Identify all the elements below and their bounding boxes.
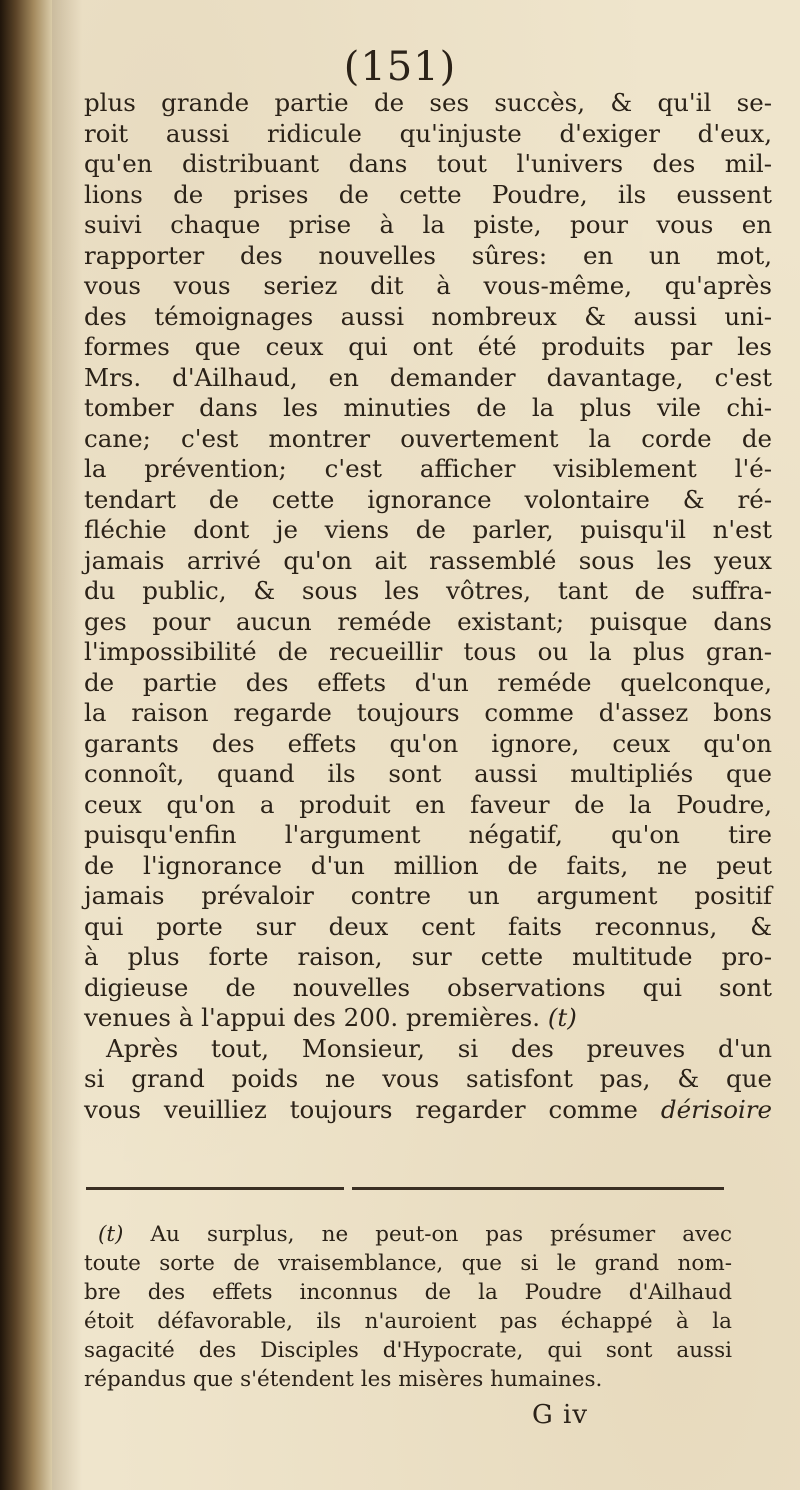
footnote-marker: (t) bbox=[98, 1222, 124, 1247]
body-line: de partie des effets d'un reméde quelconque, bbox=[84, 667, 772, 697]
footnote-text: Au surplus, ne peut-on pas présumer avec bbox=[150, 1222, 732, 1247]
footnote-line: toute sorte de vraisemblance, que si le grand nom- bbox=[84, 1251, 732, 1276]
footnote-line: sagacité des Disciples d'Hypocrate, qui sont aussi bbox=[84, 1338, 732, 1363]
footnote-line: étoit défavorable, ils n'auroient pas échappé à la bbox=[84, 1309, 732, 1334]
body-line-text: vous veuilliez toujours regarder comme bbox=[84, 1094, 638, 1124]
body-line: plus grande partie de ses succès, & qu'il se- bbox=[84, 88, 772, 117]
body-line: tomber dans les minuties de la plus vile chi- bbox=[84, 393, 772, 422]
body-line: ceux qu'on a produit en faveur de la Poudre, bbox=[84, 789, 772, 819]
body-line: puisqu'enfin l'argument négatif, qu'on tire bbox=[84, 820, 772, 849]
body-line: jamais prévaloir contre un argument positif bbox=[84, 881, 772, 910]
body-line: qu'en distribuant dans tout l'univers des mil- bbox=[84, 149, 772, 178]
body-line: Mrs. d'Ailhaud, en demander davantage, c'est bbox=[84, 362, 772, 392]
body-line: ges pour aucun reméde existant; puisque dans bbox=[84, 606, 772, 636]
footnote-line: bre des effets inconnus de la Poudre d'Ailhaud bbox=[84, 1280, 732, 1305]
footnote-line-first bbox=[84, 1220, 732, 1249]
body-line: des témoignages aussi nombreux & aussi uni- bbox=[84, 301, 772, 331]
page-number: (151) bbox=[343, 44, 457, 90]
body-line: l'impossibilité de recueillir tous ou la plus gran- bbox=[84, 637, 772, 666]
footnote-rule-left bbox=[86, 1187, 344, 1190]
body-line: cane; c'est montrer ouvertement la corde de bbox=[84, 423, 772, 453]
body-line: de l'ignorance d'un million de faits, ne peut bbox=[84, 850, 772, 880]
body-line: du public, & sous les vôtres, tant de suffra- bbox=[84, 576, 772, 605]
body-line: à plus forte raison, sur cette multitude pro- bbox=[84, 942, 772, 971]
body-line: la prévention; c'est afficher visiblement l'é- bbox=[84, 454, 772, 483]
body-line: vous vous seriez dit à vous-même, qu'après bbox=[84, 271, 772, 300]
paragraph-start-line: Après tout, Monsieur, si des preuves d'un bbox=[106, 1033, 772, 1063]
body-line: la raison regarde toujours comme d'assez bons bbox=[84, 698, 772, 727]
body-line-text: venues à l'appui des 200. premières. bbox=[84, 1003, 541, 1032]
body-line: si grand poids ne vous satisfont pas, & que bbox=[84, 1064, 772, 1093]
footnote-reference: (t) bbox=[547, 1003, 577, 1032]
footnote bbox=[84, 1220, 732, 1394]
body-line: suivi chaque prise à la piste, pour vous en bbox=[84, 210, 772, 239]
gutter-shadow bbox=[52, 0, 82, 1490]
body-line: tendart de cette ignorance volontaire & ré- bbox=[84, 484, 772, 514]
body-line: roit aussi ridicule qu'injuste d'exiger d'eux, bbox=[84, 118, 772, 148]
body-line: rapporter des nouvelles sûres: en un mot, bbox=[84, 240, 772, 270]
book-gutter bbox=[0, 0, 52, 1490]
italic-word: dérisoire bbox=[660, 1094, 772, 1124]
body-line-with-italic bbox=[84, 1095, 772, 1126]
body-line-footnote-call bbox=[84, 1003, 772, 1034]
body-line: formes que ceux qui ont été produits par les bbox=[84, 332, 772, 361]
body-line: garants des effets qu'on ignore, ceux qu'on bbox=[84, 728, 772, 758]
footnote-line: répandus que s'étendent les misères humaines. bbox=[84, 1367, 603, 1392]
footnote-rule-right bbox=[352, 1187, 724, 1190]
body-line: digieuse de nouvelles observations qui sont bbox=[84, 972, 772, 1002]
body-line: jamais arrivé qu'on ait rassemblé sous les yeux bbox=[84, 545, 772, 575]
body-line: lions de prises de cette Poudre, ils eussent bbox=[84, 179, 772, 209]
body-line: fléchie dont je viens de parler, puisqu'il n'est bbox=[84, 515, 772, 544]
body-text bbox=[84, 88, 772, 1125]
body-line: connoît, quand ils sont aussi multipliés que bbox=[84, 759, 772, 788]
signature-mark: G iv bbox=[532, 1400, 589, 1430]
body-line: qui porte sur deux cent faits reconnus, & bbox=[84, 911, 772, 941]
